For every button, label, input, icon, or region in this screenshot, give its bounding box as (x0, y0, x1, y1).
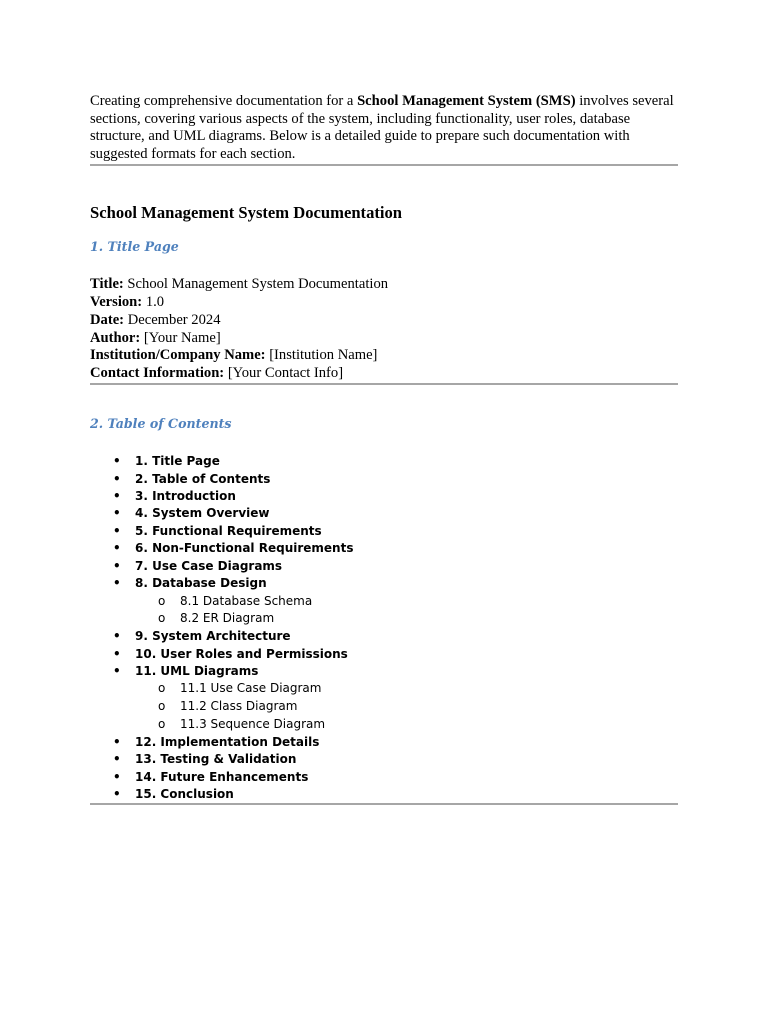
title-page-fields (90, 276, 678, 383)
field-label: Version: (90, 293, 143, 310)
toc-item (90, 628, 678, 645)
bullet-icon: • (113, 523, 121, 538)
toc-item (90, 558, 678, 575)
toc-item-label: 13. Testing & Validation (135, 752, 297, 767)
toc-item-label: 10. User Roles and Permissions (135, 646, 348, 661)
bullet-icon: • (113, 786, 121, 801)
title-page-field (90, 347, 678, 365)
bullet-icon: • (113, 471, 121, 486)
toc-item-label: 8. Database Design (135, 576, 267, 591)
toc-item (90, 734, 678, 751)
toc-item (90, 523, 678, 540)
bullet-icon: • (113, 541, 121, 556)
toc-item-label: 12. Implementation Details (135, 734, 320, 749)
toc-item (90, 540, 678, 557)
toc-item-label: 1. Title Page (135, 454, 220, 469)
toc-item-label: 9. System Architecture (135, 629, 291, 644)
toc-item (90, 471, 678, 488)
field-value: 1.0 (142, 293, 165, 310)
circle-bullet-icon: o (158, 611, 166, 626)
toc-subitem-label: 11.1 Use Case Diagram (180, 681, 322, 696)
section-heading-title-page: 1. Title Page (90, 238, 179, 254)
toc-subitem (90, 716, 678, 734)
toc-item (90, 663, 678, 734)
bullet-icon: • (113, 769, 121, 784)
toc-subitem-label: 8.2 ER Diagram (180, 611, 275, 626)
toc-sublist (135, 593, 678, 629)
document-page (90, 93, 678, 805)
toc-item-label: 14. Future Enhancements (135, 769, 309, 784)
field-label: Author: (90, 329, 141, 346)
intro-suffix: involves several sections, covering various aspects of the system, including functionality, user roles, database structure, and UML diagrams. Below is a detailed guide to prepare such documentation with suggested formats for each section. (90, 93, 674, 163)
field-value: December 2024 (124, 311, 221, 328)
bullet-icon: • (113, 646, 121, 661)
toc-item-label: 4. System Overview (135, 506, 270, 521)
toc-subitem-label: 11.2 Class Diagram (180, 699, 298, 714)
toc-item (90, 751, 678, 768)
toc-item (90, 786, 678, 803)
divider (90, 803, 678, 805)
bullet-icon: • (113, 454, 121, 469)
toc-item-label: 11. UML Diagrams (135, 663, 259, 678)
toc-subitem (90, 593, 678, 611)
title-page-field (90, 365, 678, 383)
divider (90, 383, 678, 385)
intro-paragraph (90, 93, 678, 164)
bullet-icon: • (113, 489, 121, 504)
title-page-field (90, 294, 678, 312)
toc-item-label: 6. Non-Functional Requirements (135, 541, 354, 556)
toc-sublist (135, 680, 678, 733)
circle-bullet-icon: o (158, 699, 166, 714)
toc-item-label: 3. Introduction (135, 489, 236, 504)
bullet-icon: • (113, 734, 121, 749)
circle-bullet-icon: o (158, 593, 166, 608)
bullet-icon: • (113, 506, 121, 521)
toc-item (90, 769, 678, 786)
document-title: School Management System Documentation (90, 202, 403, 222)
bullet-icon: • (113, 663, 121, 678)
bullet-icon: • (113, 558, 121, 573)
toc-item (90, 575, 678, 628)
title-page-field (90, 330, 678, 348)
intro-emphasis: School Management System (SMS) (357, 93, 576, 109)
field-value: [Institution Name] (265, 347, 378, 364)
toc-subitem (90, 680, 678, 698)
bullet-icon: • (113, 576, 121, 591)
title-page-field (90, 276, 678, 294)
divider (90, 164, 678, 166)
field-value: [Your Name] (140, 329, 221, 346)
circle-bullet-icon: o (158, 716, 166, 731)
bullet-icon: • (113, 629, 121, 644)
section-heading-table-of-contents: 2. Table of Contents (90, 416, 232, 432)
field-label: Institution/Company Name: (90, 347, 266, 364)
field-label: Contact Information: (90, 365, 225, 382)
circle-bullet-icon: o (158, 681, 166, 696)
field-label: Title: (90, 275, 124, 292)
intro-prefix: Creating comprehensive documentation for a (90, 93, 358, 109)
toc-item-label: 2. Table of Contents (135, 471, 271, 486)
bullet-icon: • (113, 752, 121, 767)
field-label: Date: (90, 311, 125, 328)
toc-item-label: 5. Functional Requirements (135, 523, 322, 538)
toc-item (90, 505, 678, 522)
table-of-contents-list (90, 453, 678, 803)
field-value: School Management System Documentation (123, 275, 389, 292)
toc-subitem (90, 610, 678, 628)
toc-subitem (90, 698, 678, 716)
toc-item (90, 646, 678, 663)
toc-item (90, 453, 678, 470)
toc-item (90, 488, 678, 505)
toc-subitem-label: 8.1 Database Schema (180, 593, 313, 608)
title-page-field (90, 312, 678, 330)
toc-item-label: 7. Use Case Diagrams (135, 558, 283, 573)
toc-subitem-label: 11.3 Sequence Diagram (180, 716, 326, 731)
field-value: [Your Contact Info] (224, 365, 344, 382)
toc-item-label: 15. Conclusion (135, 786, 234, 801)
